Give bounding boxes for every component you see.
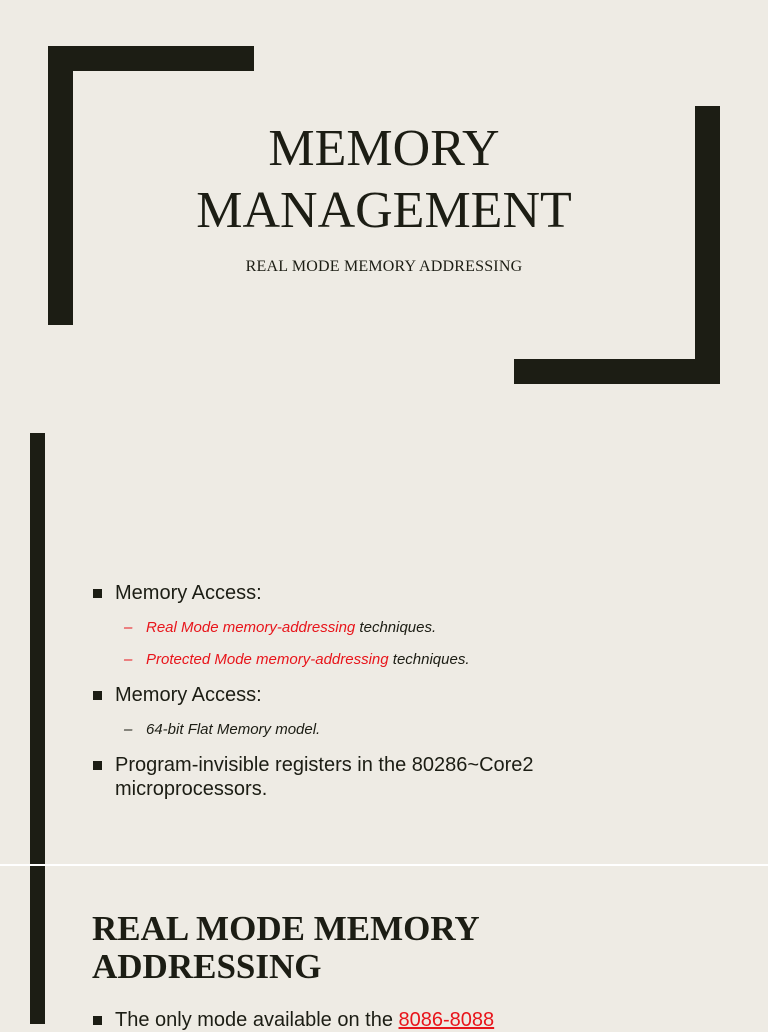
subtitle: REAL MODE MEMORY ADDRESSING <box>245 258 523 275</box>
bullet-memory-access-2: Memory Access: <box>93 683 262 707</box>
sub-bullet-flat-memory: – 64-bit Flat Memory model. <box>124 721 321 738</box>
left-accent-bar-slide3 <box>30 866 45 1024</box>
frame-corner-top-left-horizontal <box>48 46 254 71</box>
bullet-program-invisible-registers: Program-invisible registers in the 80286~Core2 microprocessors. <box>93 753 534 801</box>
square-bullet-icon <box>93 589 102 598</box>
slide-separator <box>0 864 768 866</box>
title-line-1: MEMORY <box>268 120 500 177</box>
title-slide <box>0 0 768 420</box>
square-bullet-icon <box>93 761 102 770</box>
square-bullet-icon <box>93 691 102 700</box>
dash-icon: – <box>124 651 133 668</box>
dash-icon: – <box>124 721 133 738</box>
left-accent-bar <box>30 433 45 864</box>
sub-bullet-real-mode: – Real Mode memory-addressing techniques. <box>124 619 437 636</box>
section-heading: REAL MODE MEMORY ADDRESSING <box>92 909 480 986</box>
dash-icon: – <box>124 619 133 636</box>
frame-corner-bottom-right-horizontal <box>514 359 720 384</box>
bullet-only-mode: The only mode available on the 8086-8088 <box>93 1008 494 1032</box>
bullet-memory-access-1: Memory Access: <box>93 581 262 605</box>
title-line-2: MANAGEMENT <box>196 182 572 239</box>
sub-bullet-protected-mode: – Protected Mode memory-addressing techniques. <box>124 651 470 668</box>
